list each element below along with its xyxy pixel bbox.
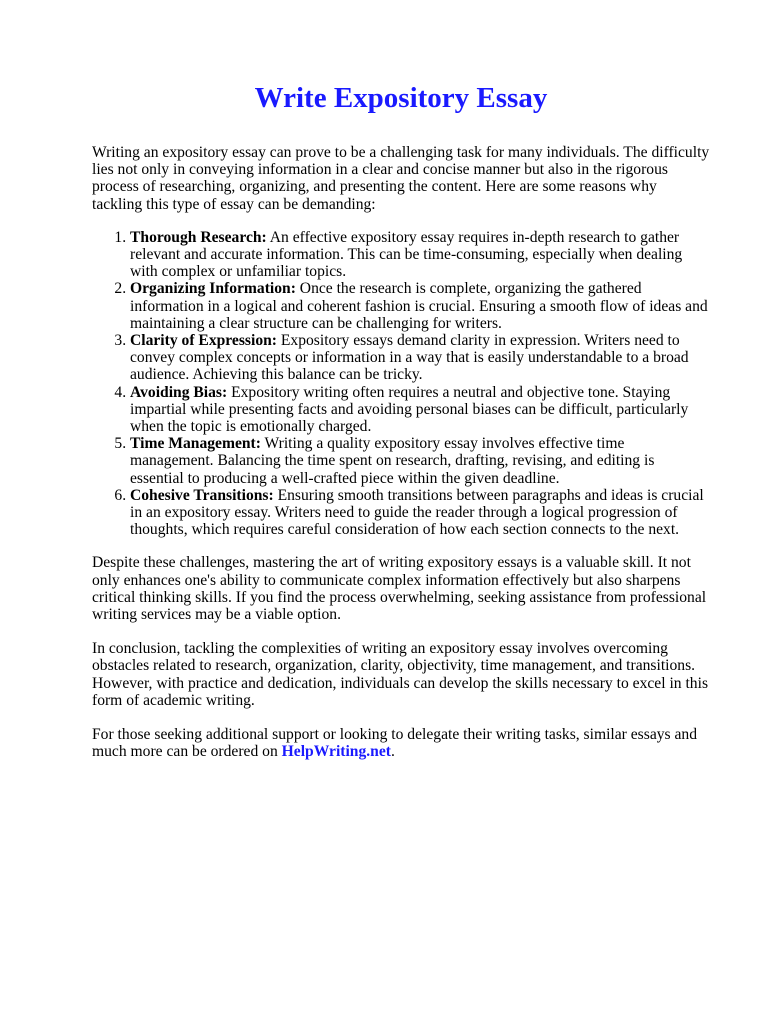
- list-item: [130, 487, 710, 539]
- list-item: [130, 229, 710, 281]
- support-text: For those seeking additional support or looking to delegate their writing tasks, similar essays and much more can be ordered on: [92, 726, 698, 761]
- list-item: [130, 384, 710, 436]
- support-paragraph: [92, 726, 710, 760]
- despite-paragraph: Despite these challenges, mastering the art of writing expository essays is a valuable skill. It not only enhances one's ability to communicate complex information effectively but also sharpens critical thinking skills. If you find the process overwhelming, seeking assistance from professional writing services may be a viable option.: [92, 554, 707, 624]
- helpwriting-link[interactable]: HelpWriting.net: [281, 743, 391, 761]
- list-item-term: Time Management:: [130, 435, 261, 453]
- conclusion-paragraph: In conclusion, tackling the complexities of writing an expository essay involves overcoming obstacles related to research, organization, clarity, objectivity, time management, and transitions. However, with practice and dedication, individuals can develop the skills necessary to excel in this form of academic writing.: [92, 640, 709, 709]
- list-item: [130, 332, 710, 384]
- list-item-text: Once the research is complete, organizing the gathered information in a logical and coherent fashion is crucial. Ensuring a smooth flow of ideas and maintaining a clear structure can be challenging for writers.: [130, 280, 708, 332]
- list-item-text: Expository essays demand clarity in expression. Writers need to convey complex concepts or information in a way that is easily understandable to a broad audience. Achieving this balance can be tricky.: [130, 332, 689, 384]
- list-item-term: Cohesive Transitions:: [130, 486, 274, 504]
- list-item: [130, 435, 710, 487]
- list-item-text: An effective expository essay requires in-depth research to gather relevant and accurate information. This can be time-consuming, especially when dealing with complex or unfamiliar topics.: [130, 228, 683, 281]
- support-end: .: [390, 743, 395, 761]
- list-item-text: Expository writing often requires a neutral and objective tone. Staying impartial while presenting facts and avoiding personal biases can be difficult, particularly when the topic is emotionally charged.: [130, 383, 689, 436]
- list-item-term: Avoiding Bias:: [130, 383, 228, 401]
- document-title: Write Expository Essay: [254, 82, 548, 114]
- list-item-text: Ensuring smooth transitions between paragraphs and ideas is crucial in an expository essay. Writers need to guide the reader through a logical progression of thoughts, which requires careful consideration of how each section connects to the next.: [130, 486, 704, 539]
- list-item-term: Clarity of Expression:: [130, 332, 277, 350]
- list-item-text: Writing a quality expository essay involves effective time management. Balancing the time spent on research, drafting, revising, and editing is essential to producing a well-crafted piece within the given deadline.: [130, 435, 655, 487]
- reasons-list: [92, 229, 710, 539]
- list-item-term: Organizing Information:: [130, 280, 296, 298]
- list-item: [130, 280, 710, 332]
- intro-paragraph: Writing an expository essay can prove to be a challenging task for many individuals. The difficulty lies not only in conveying information in a clear and concise manner but also in the rigorous process of researching, organizing, and presenting the content. Here are some reasons why tackling this type of essay can be demanding:: [92, 144, 710, 213]
- list-item-term: Thorough Research:: [130, 228, 267, 246]
